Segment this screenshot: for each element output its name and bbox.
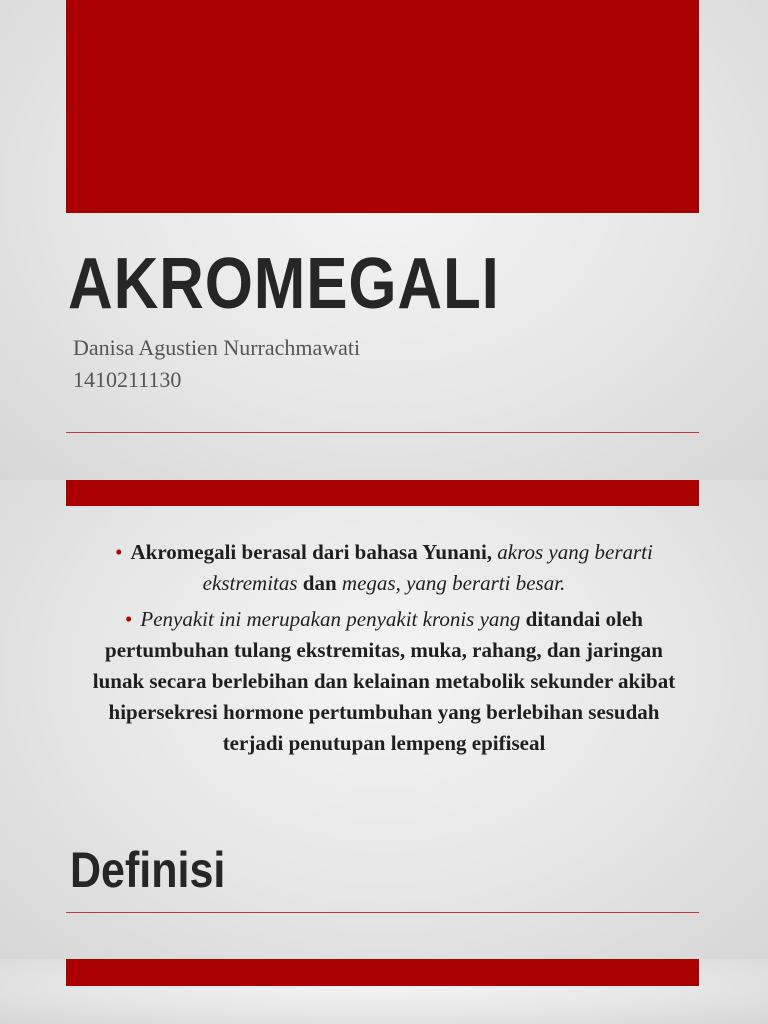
header-red-band	[66, 480, 699, 506]
bullet-marker: •	[115, 540, 123, 564]
title-slide	[0, 0, 768, 480]
bullet-item	[78, 537, 690, 599]
slide-title: AKROMEGALI	[68, 244, 500, 324]
subtitle-block	[73, 332, 360, 396]
next-slide-partial	[0, 959, 768, 1024]
section-divider-line	[66, 912, 699, 913]
bullet-text-plain: Akromegali berasal dari bahasa Yunani,	[130, 540, 498, 564]
author-name: Danisa Agustien Nurrachmawati	[73, 335, 361, 360]
bullet-text-italic: akros yang berarti ekstremitas	[202, 540, 653, 595]
section-title: Definisi	[70, 842, 226, 898]
bullet-text-italic: megas, yang berarti besar.	[341, 571, 566, 595]
header-red-band	[66, 959, 699, 986]
student-id: 1410211130	[73, 367, 182, 392]
header-red-band	[66, 0, 699, 213]
bullet-item	[78, 604, 690, 759]
bullet-text-italic: Penyakit ini merupakan penyakit kronis yang	[140, 607, 521, 631]
definition-slide	[0, 480, 768, 959]
title-divider-line	[66, 432, 699, 433]
bullet-text-plain: ditandai oleh pertumbuhan tulang ekstremitas, muka, rahang, dan jaringan lunak secara berlebihan dan kelainan metabolik sekunder akibat hipersekresi hormone pertumbuhan yang berlebihan sesudah terjadi penutupan lempeng epifiseal	[92, 607, 676, 755]
bullet-list	[78, 537, 690, 764]
bullet-text-plain: dan	[297, 571, 342, 595]
bullet-marker: •	[125, 607, 133, 631]
